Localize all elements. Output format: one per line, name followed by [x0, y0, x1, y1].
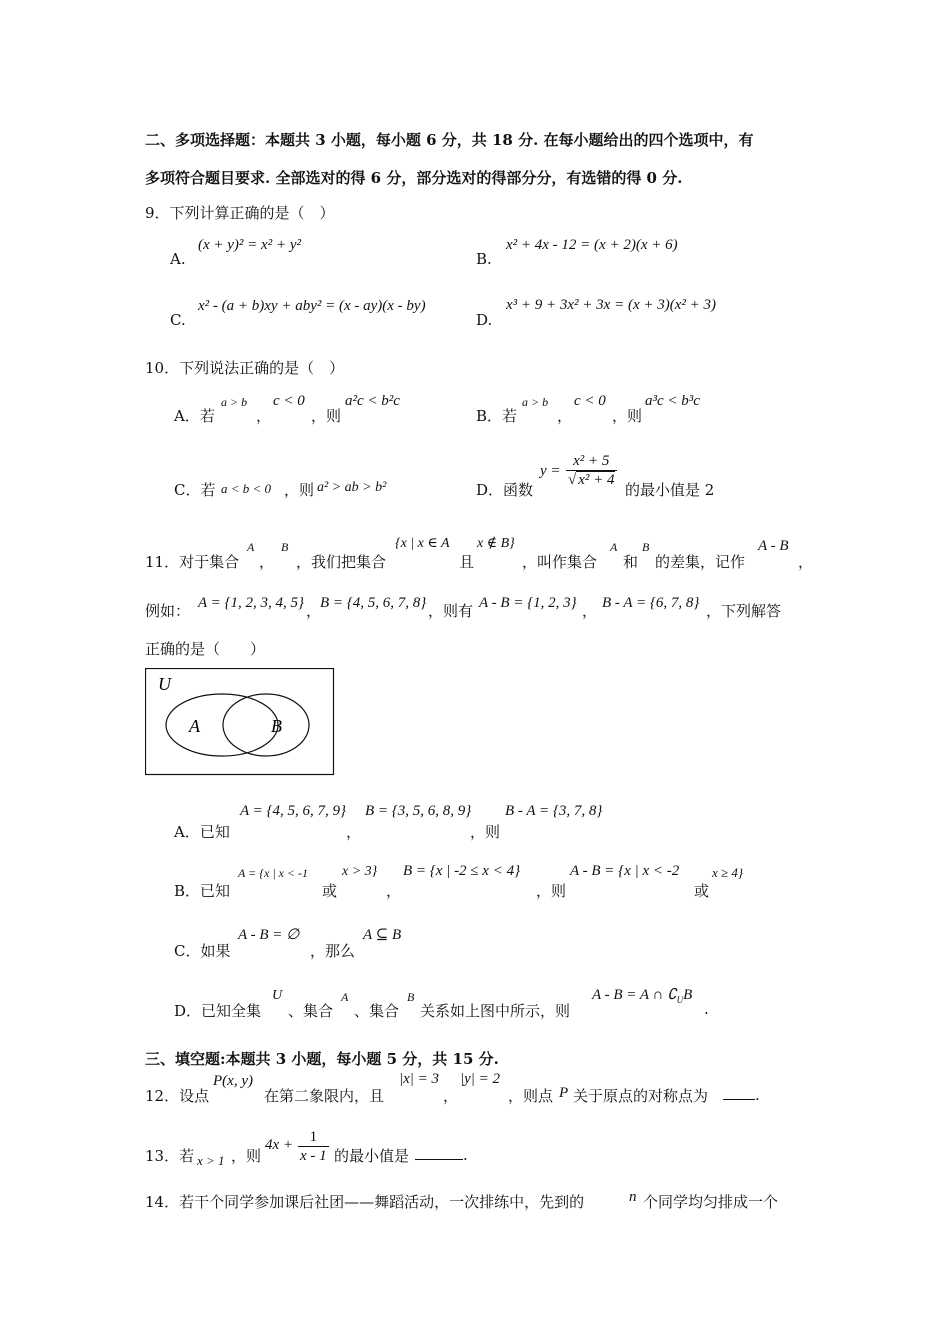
q13-expr: 4x + — [265, 1137, 294, 1153]
q11-a-result: B - A = {3, 7, 8} — [505, 803, 603, 819]
q12-absx: |x| = 3 — [399, 1071, 440, 1087]
q10-stem: 10．下列说法正确的是（ ） — [145, 359, 345, 377]
q11-l1-B2: B — [642, 540, 650, 554]
q11-d-B: B — [407, 990, 415, 1004]
q9-option-a-math: (x + y)² = x² + y² — [198, 237, 301, 253]
q13-c: 的最小值是 — [334, 1147, 410, 1165]
q10-d-denominator: x² + 4 — [578, 472, 615, 488]
section2-line1: 二、多项选择题：本题共 3 小题，每小题 6 分，共 18 分. 在每小题给出的四个选项中，有 — [145, 131, 754, 149]
q13-b: ，则 — [231, 1147, 262, 1165]
q10-d-y: y = — [540, 463, 561, 479]
q11-b-or2: 或 — [694, 882, 710, 900]
q14-a: 14．若干个同学参加课后社团——舞蹈活动，一次排练中，先到的 — [145, 1193, 585, 1211]
section2-line2: 多项符合题目要求. 全部选对的得 6 分，部分选对的得部分分，有选错的得 0 分. — [145, 169, 683, 187]
q10-d-tail: 的最小值是 2 — [625, 481, 715, 499]
venn-universe-box — [146, 669, 334, 775]
q12-absy: |y| = 2 — [460, 1071, 501, 1087]
q10-a-sep2: ，则 — [311, 407, 342, 425]
q11-b-setB: B = {x | -2 ≤ x < 4} — [403, 863, 521, 879]
q11-l3: 正确的是（ ） — [145, 640, 266, 658]
q11-l1-a: 11．对于集合 — [145, 553, 240, 571]
venn-label-a: A — [189, 716, 200, 736]
q10-b-cond2: c < 0 — [574, 393, 606, 409]
q10-option-c-label: C．若 — [174, 481, 216, 499]
q11-b-result-part2: x ≥ 4} — [712, 865, 744, 880]
q11-l1-diff: A - B — [758, 538, 789, 554]
q12-answer-blank[interactable]: . — [723, 1085, 760, 1104]
q10-d-numerator: x² + 5 — [566, 452, 617, 471]
q9-option-a-label: A. — [170, 250, 186, 268]
q11-l2-e: ，下列解答 — [706, 602, 782, 620]
q11-d-U: U — [272, 988, 283, 1003]
q11-d-result: A - B = A ∩ $∁_UB$ — [592, 987, 693, 1005]
q11-l1-qie: 且 — [459, 553, 475, 571]
q11-l1-he: 和 — [623, 553, 639, 571]
q11-b-result-part1: A - B = {x | x < -2 — [570, 863, 680, 879]
q11-b-setA-part2: x > 3} — [342, 864, 378, 879]
q10-a-cond2: c < 0 — [273, 393, 305, 409]
venn-diagram — [145, 668, 335, 776]
q10-b-cond1: a > b — [522, 395, 549, 409]
q9-option-c-math: x² - (a + b)xy + aby² = (x - ay)(x - by) — [198, 298, 426, 314]
q11-l1-b: ， — [259, 553, 275, 571]
venn-label-b: B — [271, 716, 282, 736]
q11-a-setA: A = {4, 5, 6, 7, 9} — [240, 803, 347, 819]
q13-cond: x > 1 — [197, 1153, 225, 1168]
q11-c-sep: ，那么 — [310, 942, 356, 960]
q10-option-a-label: A．若 — [174, 407, 215, 425]
q11-option-b-label: B．已知 — [174, 882, 231, 900]
q10-a-cond1: a > b — [221, 395, 248, 409]
venn-circle-a — [166, 694, 278, 756]
q11-l1-B: B — [281, 540, 289, 554]
q11-d-s1: 、集合 — [288, 1002, 334, 1020]
q11-l1-d: ，叫作集合 — [522, 553, 598, 571]
q10-a-sep1: ， — [256, 407, 272, 425]
q10-b-sep1: ， — [557, 407, 573, 425]
q11-option-c-label: C．如果 — [174, 942, 231, 960]
q11-l2-b: ， — [306, 602, 322, 620]
q10-c-cond: a < b < 0 — [221, 481, 272, 496]
q11-l2-setA: A = {1, 2, 3, 4, 5} — [198, 595, 305, 611]
q13-answer-blank[interactable]: . — [415, 1145, 468, 1164]
q11-l2-AminusB: A - B = {1, 2, 3} — [479, 595, 577, 611]
q10-option-b-label: B．若 — [476, 407, 518, 425]
q11-c-cond: A - B = ∅ — [238, 927, 300, 943]
q13-a: 13．若 — [145, 1147, 195, 1165]
q9-option-b-math: x² + 4x - 12 = (x + 2)(x + 6) — [506, 237, 678, 253]
q9-option-c-label: C. — [170, 311, 186, 329]
q11-l2-a: 例如： — [145, 602, 191, 620]
q10-option-d-label: D．函数 — [476, 481, 534, 499]
q13-denominator: x - 1 — [300, 1148, 327, 1164]
q12-P: P — [559, 1085, 569, 1101]
q11-l1-set2: x ∉ B} — [477, 536, 515, 551]
q11-l2-setB: B = {4, 5, 6, 7, 8} — [320, 595, 427, 611]
q9-option-d-label: D. — [476, 311, 493, 329]
q10-b-result: a³c < b³c — [645, 393, 700, 409]
q12-d: ，则点 — [508, 1087, 554, 1105]
q11-l1-f: ， — [798, 553, 814, 571]
section3-title: 三、填空题:本题共 3 小题，每小题 5 分，共 15 分. — [145, 1050, 499, 1068]
q10-c-result: a² > ab > b² — [317, 480, 387, 495]
q11-c-result: A ⊆ B — [363, 927, 402, 943]
q11-option-d-label: D．已知全集 — [174, 1002, 262, 1020]
q13-fraction — [298, 1128, 329, 1165]
q10-b-sep2: ，则 — [612, 407, 643, 425]
q12-b: 在第二象限内，且 — [264, 1087, 385, 1105]
q11-l2-BminusA: B - A = {6, 7, 8} — [602, 595, 700, 611]
q12-a: 12．设点 — [145, 1087, 210, 1105]
q11-d-A: A — [341, 990, 349, 1004]
q11-l1-e: 的差集，记作 — [655, 553, 746, 571]
q11-d-s2: 、集合 — [354, 1002, 400, 1020]
q9-stem: 9．下列计算正确的是（ ） — [145, 204, 335, 222]
q10-c-sep: ，则 — [284, 481, 315, 499]
q11-d-end: . — [704, 1000, 709, 1018]
q11-b-setA-part1: A = {x | x < -1 — [238, 866, 309, 880]
q11-l2-c: ，则有 — [428, 602, 474, 620]
q11-l1-A: A — [247, 540, 255, 554]
q11-d-s3: 关系如上图中所示，则 — [420, 1002, 571, 1020]
q11-b-s2: ，则 — [536, 882, 567, 900]
q11-l2-d: ， — [582, 602, 598, 620]
q11-b-s1: ， — [386, 882, 402, 900]
q14-n: n — [629, 1189, 637, 1205]
q10-d-fraction: $\frac{\text{x² + 5}}{\text{√ x² + 4}}$ — [568, 453, 615, 488]
q11-l1-c: ，我们把集合 — [296, 553, 387, 571]
q9-option-d-math: x³ + 9 + 3x² + 3x = (x + 3)(x² + 3) — [506, 297, 716, 313]
q10-a-result: a²c < b²c — [345, 393, 400, 409]
q12-c: ， — [443, 1087, 459, 1105]
q11-a-s1: ， — [346, 823, 362, 841]
q12-e: 关于原点的对称点为 — [573, 1087, 709, 1105]
q14-b: 个同学均匀排成一个 — [643, 1193, 779, 1211]
q9-option-b-label: B. — [476, 250, 492, 268]
q13-numerator: 1 — [298, 1128, 329, 1147]
q11-l1-A2: A — [610, 540, 618, 554]
q11-option-a-label: A．已知 — [174, 823, 230, 841]
q11-b-or1: 或 — [322, 882, 338, 900]
venn-label-u: U — [158, 674, 171, 694]
venn-circle-b — [223, 694, 309, 756]
q11-l1-set1: {x | x ∈ A — [395, 536, 450, 551]
q12-point: P(x, y) — [213, 1073, 253, 1089]
q11-a-setB: B = {3, 5, 6, 8, 9} — [365, 803, 472, 819]
q11-a-s2: ，则 — [470, 823, 501, 841]
